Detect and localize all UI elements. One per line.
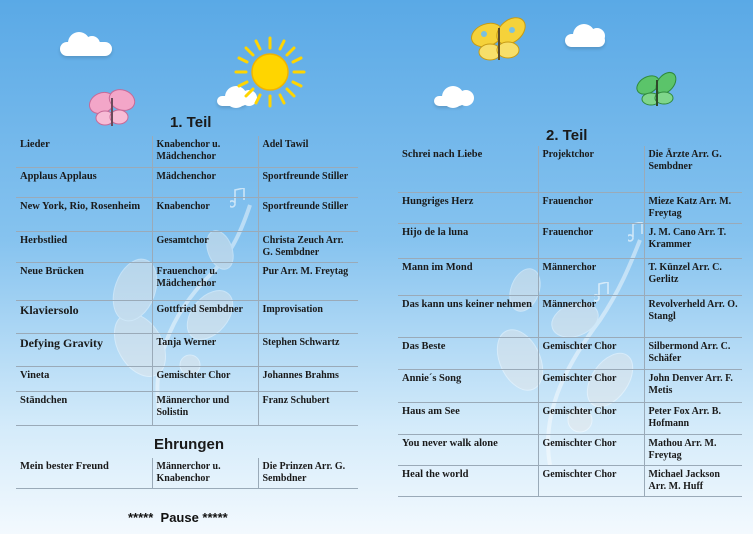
piece-title: Lieder — [20, 139, 50, 150]
piece-title: Hijo de la luna — [402, 226, 469, 238]
program-row — [16, 262, 358, 300]
piece-title: Haus am See — [402, 405, 460, 417]
performer: Knabenchor — [152, 197, 258, 231]
butterfly-yellow-icon — [468, 16, 530, 68]
composer: Pur Arr. M. Freytag — [262, 265, 349, 277]
program-row — [16, 333, 358, 366]
performer: Gemischter Chor — [538, 434, 644, 465]
piece-title: Mein bester Freund — [20, 461, 109, 472]
program-row — [398, 258, 742, 295]
pause-label: ***** Pause ***** — [128, 510, 228, 525]
piece-title: Klaviersolo — [20, 302, 79, 317]
composer: Franz Schubert — [262, 394, 330, 406]
program-row — [16, 231, 358, 262]
composer: Christa Zeuch Arr. G. Sembdner — [262, 234, 344, 258]
composer: Die Prinzen Arr. G. Sembdner — [262, 461, 346, 484]
piece-title: Applaus Applaus — [20, 170, 97, 182]
composer: John Denver Arr. F. Metis — [648, 372, 733, 396]
composer: Mieze Katz Arr. M. Freytag — [648, 195, 732, 219]
cloud — [434, 96, 464, 106]
composer: Sportfreunde Stiller — [262, 200, 349, 212]
performer: Gottfried Sembdner — [152, 300, 258, 333]
cloud — [60, 42, 112, 56]
program-row — [16, 167, 358, 197]
performer: Knabenchor u. Mädchenchor — [152, 136, 258, 167]
honors-title: Ehrungen — [154, 436, 224, 453]
part2-table — [398, 146, 742, 497]
butterfly-pink-icon — [86, 88, 138, 132]
program-row — [16, 300, 358, 333]
piece-title: New York, Rio, Rosenheim — [20, 200, 141, 212]
composer: Johannes Brahms — [262, 369, 339, 381]
composer: Adel Tawil — [262, 139, 309, 150]
performer: Männerchor — [538, 258, 644, 295]
program-row — [398, 146, 742, 192]
performer: Frauenchor — [538, 223, 644, 258]
composer: Improvisation — [262, 303, 323, 315]
composer: T. Künzel Arr. C. Gerlitz — [648, 261, 722, 285]
piece-title: Schrei nach Liebe — [402, 149, 483, 160]
piece-title: Heal the world — [402, 468, 469, 480]
piece-title: Das Beste — [402, 340, 446, 352]
piece-title: Das kann uns keiner nehmen — [402, 298, 532, 310]
composer: Revolverheld Arr. O. Stangl — [648, 298, 738, 322]
part1-table — [16, 136, 358, 426]
program-row — [398, 434, 742, 465]
piece-title: Annie´s Song — [402, 372, 462, 384]
part1-title: 1. Teil — [170, 114, 212, 131]
composer: J. M. Cano Arr. T. Krammer — [648, 226, 727, 250]
performer: Frauenchor — [538, 192, 644, 223]
cloud — [565, 34, 605, 47]
composer: Peter Fox Arr. B. Hofmann — [648, 405, 721, 429]
performer: Männerchor u. Knabenchor — [152, 458, 258, 488]
performer: Frauenchor u. Mädchenchor — [152, 262, 258, 300]
composer: Die Ärzte Arr. G. Sembdner — [648, 149, 722, 172]
program-row — [398, 295, 742, 337]
composer: Mathou Arr. M. Freytag — [648, 437, 717, 461]
program-row — [398, 192, 742, 223]
part2-title: 2. Teil — [546, 127, 588, 144]
piece-title: Vineta — [20, 369, 50, 381]
performer: Gemischter Chor — [538, 369, 644, 402]
performer: Gemischter Chor — [538, 337, 644, 369]
piece-title: Neue Brücken — [20, 265, 84, 277]
program-row — [16, 136, 358, 167]
piece-title: Defying Gravity — [20, 335, 103, 350]
performer: Gemischter Chor — [538, 402, 644, 434]
program-row — [398, 369, 742, 402]
composer: Michael Jackson Arr. M. Huff — [648, 468, 720, 492]
program-row — [398, 402, 742, 434]
piece-title: You never walk alone — [402, 437, 498, 449]
program-row — [398, 465, 742, 496]
program-row — [398, 337, 742, 369]
performer: Tanja Werner — [152, 333, 258, 366]
piece-title: Mann im Mond — [402, 261, 473, 273]
performer: Mädchenchor — [152, 167, 258, 197]
performer: Männerchor — [538, 295, 644, 337]
honors-table — [16, 458, 358, 489]
program-row — [398, 223, 742, 258]
composer: Stephen Schwartz — [262, 336, 340, 348]
piece-title: Hungriges Herz — [402, 195, 474, 207]
composer: Sportfreunde Stiller — [262, 170, 349, 182]
performer: Gemischter Chor — [538, 465, 644, 496]
butterfly-green-icon — [634, 70, 680, 112]
piece-title: Ständchen — [20, 394, 68, 406]
program-row — [16, 197, 358, 231]
composer: Silbermond Arr. C. Schäfer — [648, 340, 731, 364]
sun-icon — [234, 36, 306, 108]
performer: Projektchor — [538, 146, 644, 192]
performer: Männerchor und Solistin — [152, 391, 258, 425]
piece-title: Herbstlied — [20, 234, 68, 246]
performer: Gesamtchor — [152, 231, 258, 262]
program-row — [16, 391, 358, 425]
program-row — [16, 458, 358, 488]
performer: Gemischter Chor — [152, 366, 258, 391]
program-row — [16, 366, 358, 391]
